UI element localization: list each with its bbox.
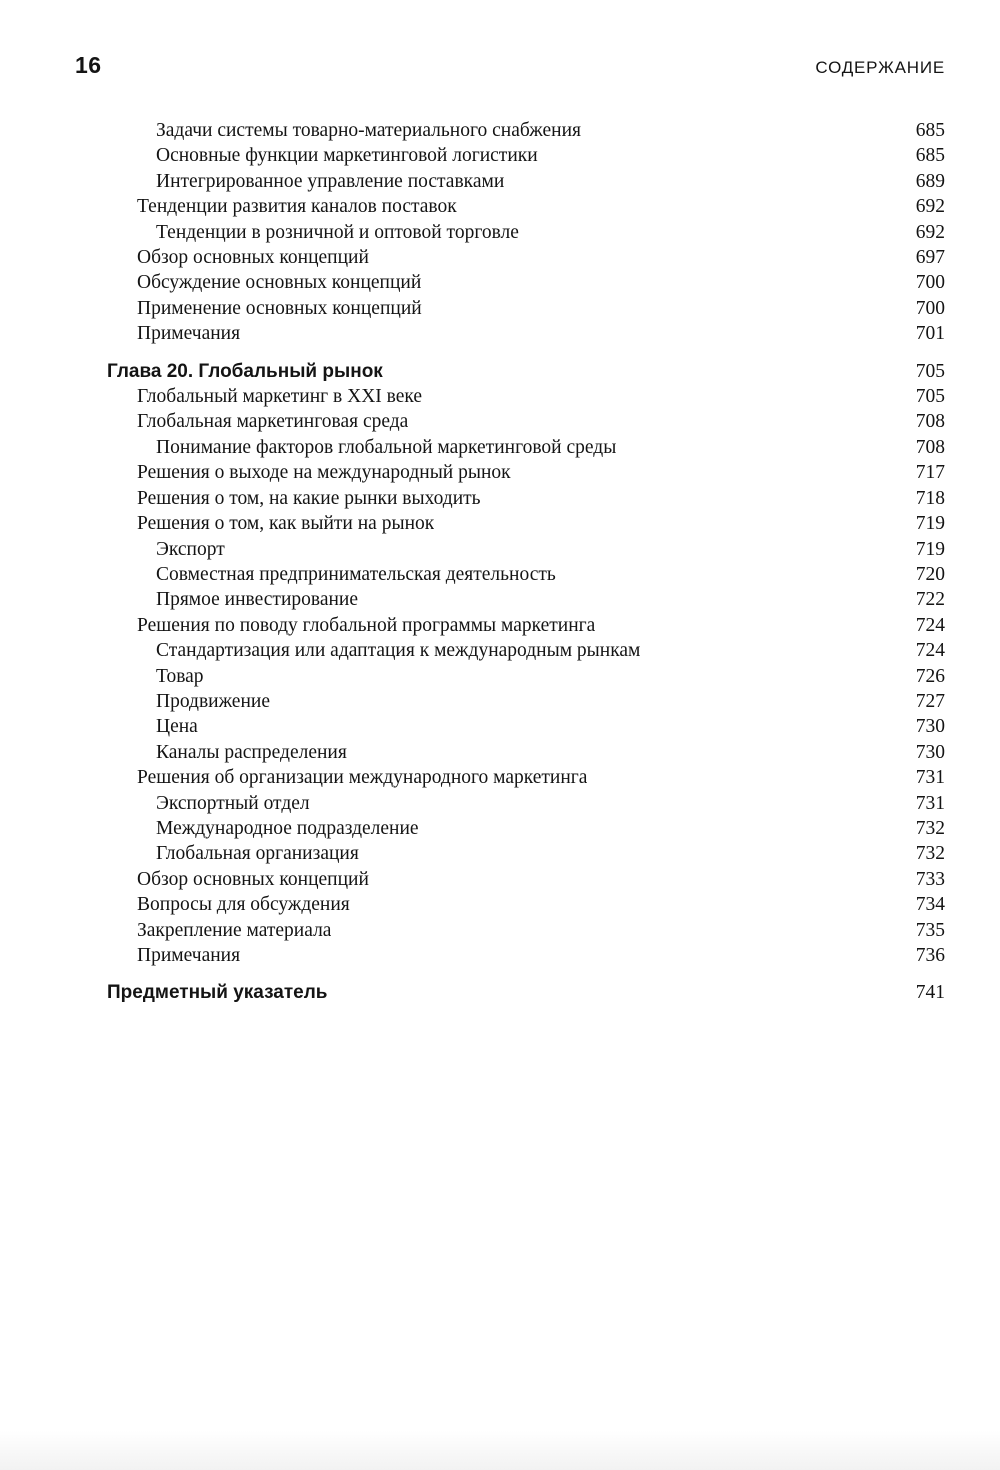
toc-entry-title: Примечания [137,323,241,345]
toc-entry [0,791,945,816]
toc-entry-title: Решения о выходе на международный рынок [137,462,511,484]
toc-entry-page-number: 697 [915,247,945,269]
running-header-title: СОДЕРЖАНИЕ [815,58,945,77]
toc-entry-title: Задачи системы товарно-материального снабжения [156,120,582,141]
toc-entry [0,613,945,638]
toc-entry-title: Интегрированное управление поставками [156,170,505,192]
page-bottom-shade [0,1430,1000,1470]
toc-entry-page-number: 717 [915,462,945,484]
toc-entry-title: Экспорт [156,538,225,560]
toc-entry-title: Вопросы для обсуждения [137,894,350,916]
page-header [75,52,945,79]
toc-entry [0,841,945,866]
toc-entry-page-number: 731 [915,767,945,789]
toc-entry-title: Предметный указатель [107,982,328,1004]
toc-entry [0,664,945,689]
toc-entry [0,587,945,612]
toc-entry [0,296,945,321]
toc-entry [0,486,945,511]
toc-entry [0,143,945,168]
toc-entry-page-number: 720 [915,563,945,585]
toc-entry-title: Обзор основных концепций [137,868,369,890]
toc-entry-page-number: 732 [915,817,945,839]
toc-entry [0,689,945,714]
toc-entry-title: Товар [156,665,204,687]
toc-entry-page-number: 719 [915,513,945,535]
toc-entry [0,892,945,917]
toc-entry [0,943,945,968]
toc-entry [0,321,945,346]
toc-entry-page-number: 708 [915,411,945,433]
toc-entry-title: Понимание факторов глобальной маркетинговой среды [156,436,617,458]
toc-entry [0,435,945,460]
toc-entry-page-number: 733 [915,868,945,890]
toc-entry-title: Обсуждение основных концепций [137,272,422,294]
toc-entry-title: Международное подразделение [156,817,419,839]
toc-entry-title: Решения о том, как выйти на рынок [137,513,435,535]
toc-entry [0,816,945,841]
toc-entry-page-number: 726 [915,665,945,687]
toc-entry-page-number: 736 [915,945,945,966]
toc-entry-page-number: 722 [915,589,945,611]
toc-entry-title: Экспортный отдел [156,792,310,814]
toc-entry-page-number: 741 [915,982,945,1004]
toc-entry-page-number: 724 [915,640,945,662]
toc-entry [0,409,945,434]
toc-entry [0,220,945,245]
toc-entry-title: Решения о том, на какие рынки выходить [137,487,481,509]
toc-entry-page-number: 730 [915,741,945,763]
toc-entry [0,511,945,536]
toc-entry-title: Тенденции в розничной и оптовой торговле [156,221,519,243]
toc-entry-title: Основные функции маркетинговой логистики [156,145,538,167]
toc-entry-title: Решения об организации международного маркетинга [137,767,588,789]
toc-entry-page-number: 689 [915,170,945,192]
toc-entry [0,270,945,295]
toc-entry [0,460,945,485]
toc-entry-page-number: 718 [915,487,945,509]
toc-entry [0,765,945,790]
toc-entry [0,562,945,587]
toc-entry [0,169,945,194]
toc-entry-title: Применение основных концепций [137,297,422,319]
toc-entry-title: Прямое инвестирование [156,589,359,611]
toc-entry-page-number: 685 [915,145,945,167]
toc-entry-page-number: 685 [915,120,945,141]
toc-entry-page-number: 731 [915,792,945,814]
toc-entry-page-number: 734 [915,894,945,916]
toc-entry-page-number: 719 [915,538,945,560]
toc-entry-page-number: 700 [915,272,945,294]
toc-entry-page-number: 730 [915,716,945,738]
toc-entry-title: Совместная предпринимательская деятельность [156,563,556,585]
toc-entry-title: Стандартизация или адаптация к международным рынкам [156,640,641,662]
toc-entry-title: Обзор основных концепций [137,247,369,269]
toc-entry-title: Закрепление материала [137,919,332,941]
toc-entry-page-number: 700 [915,297,945,319]
toc-chapter-entry [0,980,945,1005]
toc-entry-title: Тенденции развития каналов поставок [137,196,457,218]
toc-entry-title: Глава 20. Глобальный рынок [107,360,383,382]
toc-entry-page-number: 724 [915,614,945,636]
toc-entry-page-number: 701 [915,323,945,345]
toc-entry-page-number: 708 [915,436,945,458]
toc-entry-page-number: 732 [915,843,945,865]
toc-entry [0,867,945,892]
toc-entry-title: Глобальный маркетинг в XXI веке [137,386,423,408]
toc-entry-page-number: 692 [915,221,945,243]
page-number: 16 [75,52,102,78]
toc-entry-page-number: 705 [915,360,945,382]
toc-entry [0,740,945,765]
toc-entry [0,537,945,562]
toc-entry-title: Глобальная организация [156,843,359,865]
toc-entry-page-number: 705 [915,386,945,408]
toc-entry-page-number: 727 [915,690,945,712]
toc-entry [0,118,945,143]
toc-entry-title: Каналы распределения [156,741,347,763]
toc-entry [0,245,945,270]
toc-entry [0,714,945,739]
toc-entry [0,918,945,943]
toc-entry-title: Решения по поводу глобальной программы маркетинга [137,614,596,636]
toc-entry [0,194,945,219]
toc-entry-title: Цена [156,716,198,738]
toc-entry [0,384,945,409]
toc-entry [0,638,945,663]
toc-chapter-entry [0,359,945,384]
toc-list [0,118,945,1006]
toc-entry-page-number: 692 [915,196,945,218]
toc-entry-title: Глобальная маркетинговая среда [137,411,409,433]
toc-entry-title: Примечания [137,945,241,966]
toc-entry-title: Продвижение [156,690,270,712]
toc-entry-page-number: 735 [915,919,945,941]
